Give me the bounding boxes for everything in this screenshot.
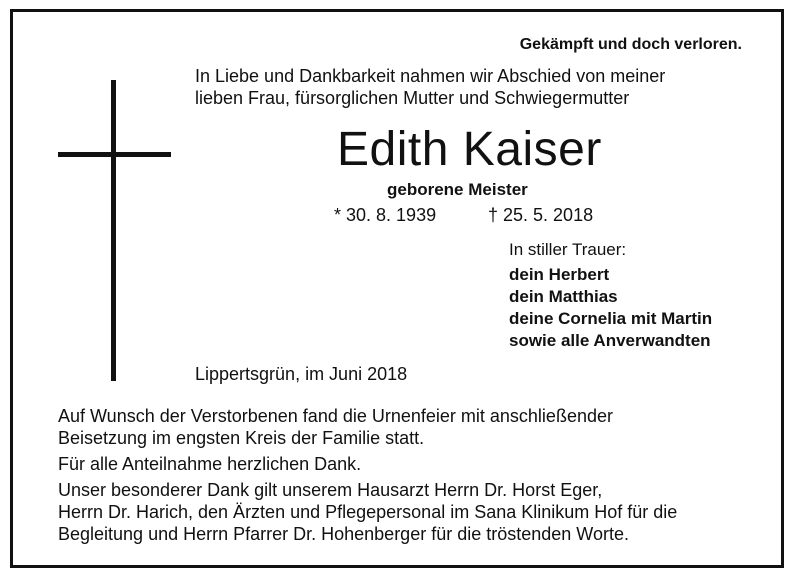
- mourner-name: dein Herbert: [509, 265, 610, 284]
- paragraph-line: Unser besonderer Dank gilt unserem Hausarzt Herrn Dr. Horst Eger,: [58, 480, 603, 500]
- cross-horizontal-bar: [58, 152, 171, 157]
- mourner-name: sowie alle Anverwandten: [509, 331, 711, 350]
- intro-line: In Liebe und Dankbarkeit nahmen wir Abschied von meiner: [195, 66, 666, 86]
- mourner-name: dein Matthias: [509, 287, 618, 306]
- motto: Gekämpft und doch verloren.: [519, 36, 742, 53]
- paragraph-special-thanks: [58, 479, 677, 545]
- mourners-list: [509, 264, 712, 352]
- mourners-intro: In stiller Trauer:: [509, 240, 627, 259]
- maiden-name: geborene Meister: [387, 180, 528, 199]
- paragraph-line: Beisetzung im engsten Kreis der Familie statt.: [58, 428, 425, 448]
- place-and-date: Lippertsgrün, im Juni 2018: [195, 364, 408, 384]
- paragraph-line: Auf Wunsch der Verstorbenen fand die Urnenfeier mit anschließender: [58, 406, 613, 426]
- paragraph-thanks: [58, 453, 361, 475]
- deceased-name: Edith Kaiser: [337, 123, 602, 176]
- birth-date: * 30. 8. 1939: [334, 205, 437, 225]
- cross-vertical-bar: [111, 80, 116, 381]
- mourner-name: deine Cornelia mit Martin: [509, 309, 713, 328]
- paragraph-line: Für alle Anteilnahme herzlichen Dank.: [58, 454, 362, 474]
- paragraph-line: Begleitung und Herrn Pfarrer Dr. Hohenberger für die tröstenden Worte.: [58, 524, 629, 544]
- death-date: † 25. 5. 2018: [488, 205, 594, 225]
- paragraph-line: Herrn Dr. Harich, den Ärzten und Pflegepersonal im Sana Klinikum Hof für die: [58, 502, 678, 522]
- paragraph-burial: [58, 405, 613, 449]
- intro-line: lieben Frau, fürsorglichen Mutter und Schwiegermutter: [195, 88, 630, 108]
- intro-text: [195, 65, 665, 109]
